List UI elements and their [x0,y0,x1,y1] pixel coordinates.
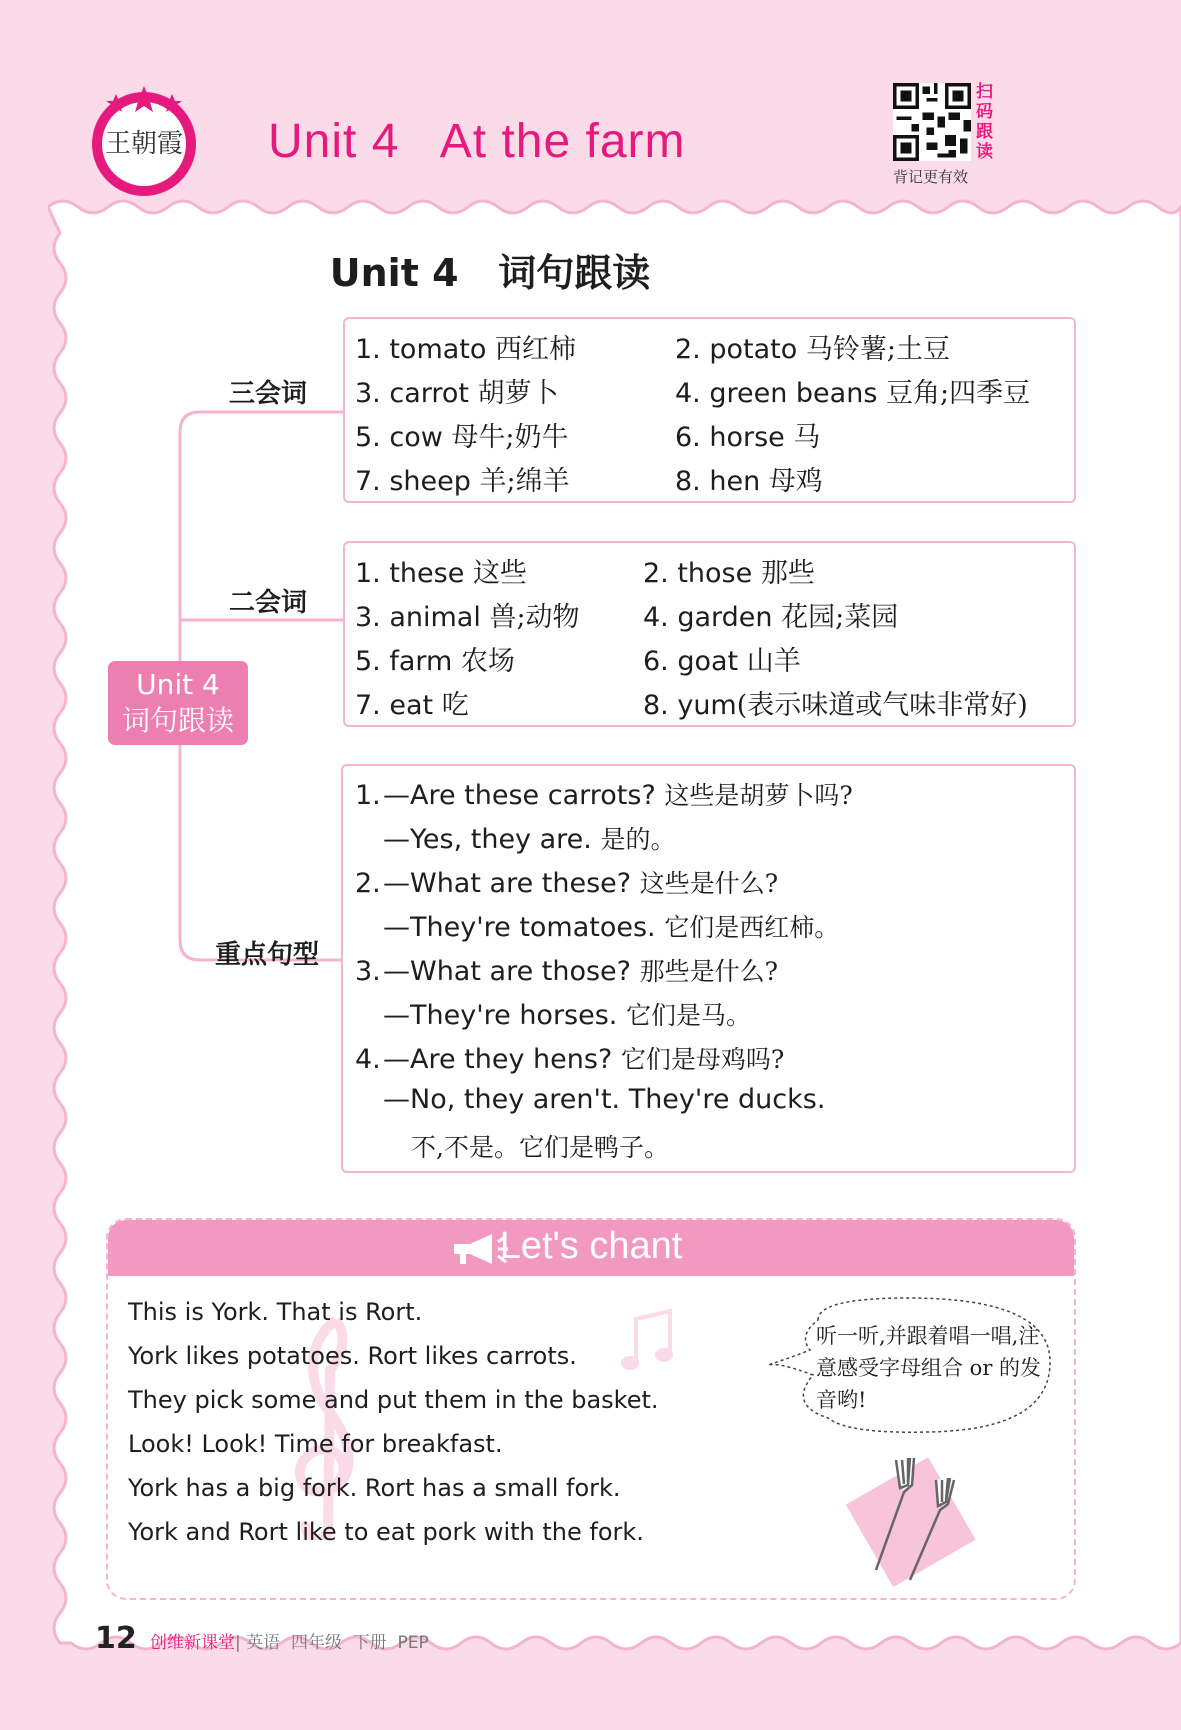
unit-title: Unit 4 At the farm [268,115,686,168]
word-item: 1. tomato 西红柿 [355,334,576,365]
word-item: 4. garden 花园;菜园 [643,602,899,633]
word-item: 7. eat 吃 [355,690,469,721]
word-item: 3. animal 兽;动物 [355,602,580,633]
sentence-line: 不,不是。它们是鸭子。 [411,1133,669,1162]
chant-line: They pick some and put them in the basket. [128,1386,659,1414]
chant-section [106,1218,1076,1600]
word-item: 5. farm 农场 [355,646,515,677]
branch-label-two-skill: 二会词 [229,588,308,618]
word-item: 5. cow 母牛;奶牛 [355,422,569,453]
key-sentences-box [341,764,1076,1173]
treble-clef-icon [258,1300,398,1540]
music-note-icon [618,1305,678,1375]
chant-line: York and Rort like to eat pork with the fork. [128,1518,644,1546]
speech-bubble-text: 听一听,并跟着唱一唱,注意感受字母组合 or 的发音哟! [816,1324,1042,1412]
word-item: 6. horse 马 [675,422,821,453]
badge-line-1: Unit 4 [136,668,220,701]
logo-text: 王朝霞 [104,129,184,159]
word-item: 2. those 那些 [643,558,815,589]
sentence-line: 3.—What are those? 那些是什么? [355,956,778,987]
word-item: 6. goat 山羊 [643,646,801,677]
page-number: 12 [95,1621,137,1656]
two-skill-words-box [343,541,1076,727]
word-item: 3. carrot 胡萝卜 [355,378,559,409]
footer-text [150,1628,429,1653]
publisher-logo [86,82,202,198]
sentence-line: 4.—Are they hens? 它们是母鸡吗? [355,1044,785,1075]
section-heading: Unit 4 词句跟读 [329,251,651,295]
word-item: 7. sheep 羊;绵羊 [355,466,570,497]
word-item: 8. yum(表示味道或气味非常好) [643,690,1028,721]
word-item: 4. green beans 豆角;四季豆 [675,378,1031,409]
sentence-line: —Yes, they are. 是的。 [383,824,676,855]
chant-title: Let's chant [499,1225,683,1267]
three-skill-words-box [343,317,1076,503]
chant-line: This is York. That is Rort. [128,1298,423,1326]
sentence-line: —They're tomatoes. 它们是西红柿。 [383,912,840,943]
chant-line: Look! Look! Time for breakfast. [128,1430,503,1458]
footer-details: | 英语 四年级 下册 PEP [235,1633,429,1653]
branch-label-key-sentences: 重点句型 [215,940,320,970]
fork-icon [838,1440,988,1590]
badge-line-2: 词句跟读 [121,704,234,737]
sentence-line: —They're horses. 它们是马。 [383,1000,751,1031]
chant-line: York likes potatoes. Rort likes carrots. [128,1342,577,1370]
qr-caption: 背记更有效 [893,168,969,186]
sentence-line: 2.—What are these? 这些是什么? [355,868,779,899]
qr-code-icon[interactable] [893,83,971,161]
sentence-line: —No, they aren't. They're ducks. [383,1084,826,1115]
sentence-line: 1.—Are these carrots? 这些是胡萝卜吗? [355,780,853,811]
chant-line: York has a big fork. Rort has a small fork. [128,1474,621,1502]
mindmap-center-badge [108,661,248,745]
word-item: 8. hen 母鸡 [675,466,823,497]
branch-label-three-skill: 三会词 [229,379,308,409]
word-item: 1. these 这些 [355,558,527,589]
footer-brand: 创维新课堂 [150,1633,235,1653]
qr-label: 扫码跟读 [976,82,993,162]
word-item: 2. potato 马铃薯;土豆 [675,334,950,365]
